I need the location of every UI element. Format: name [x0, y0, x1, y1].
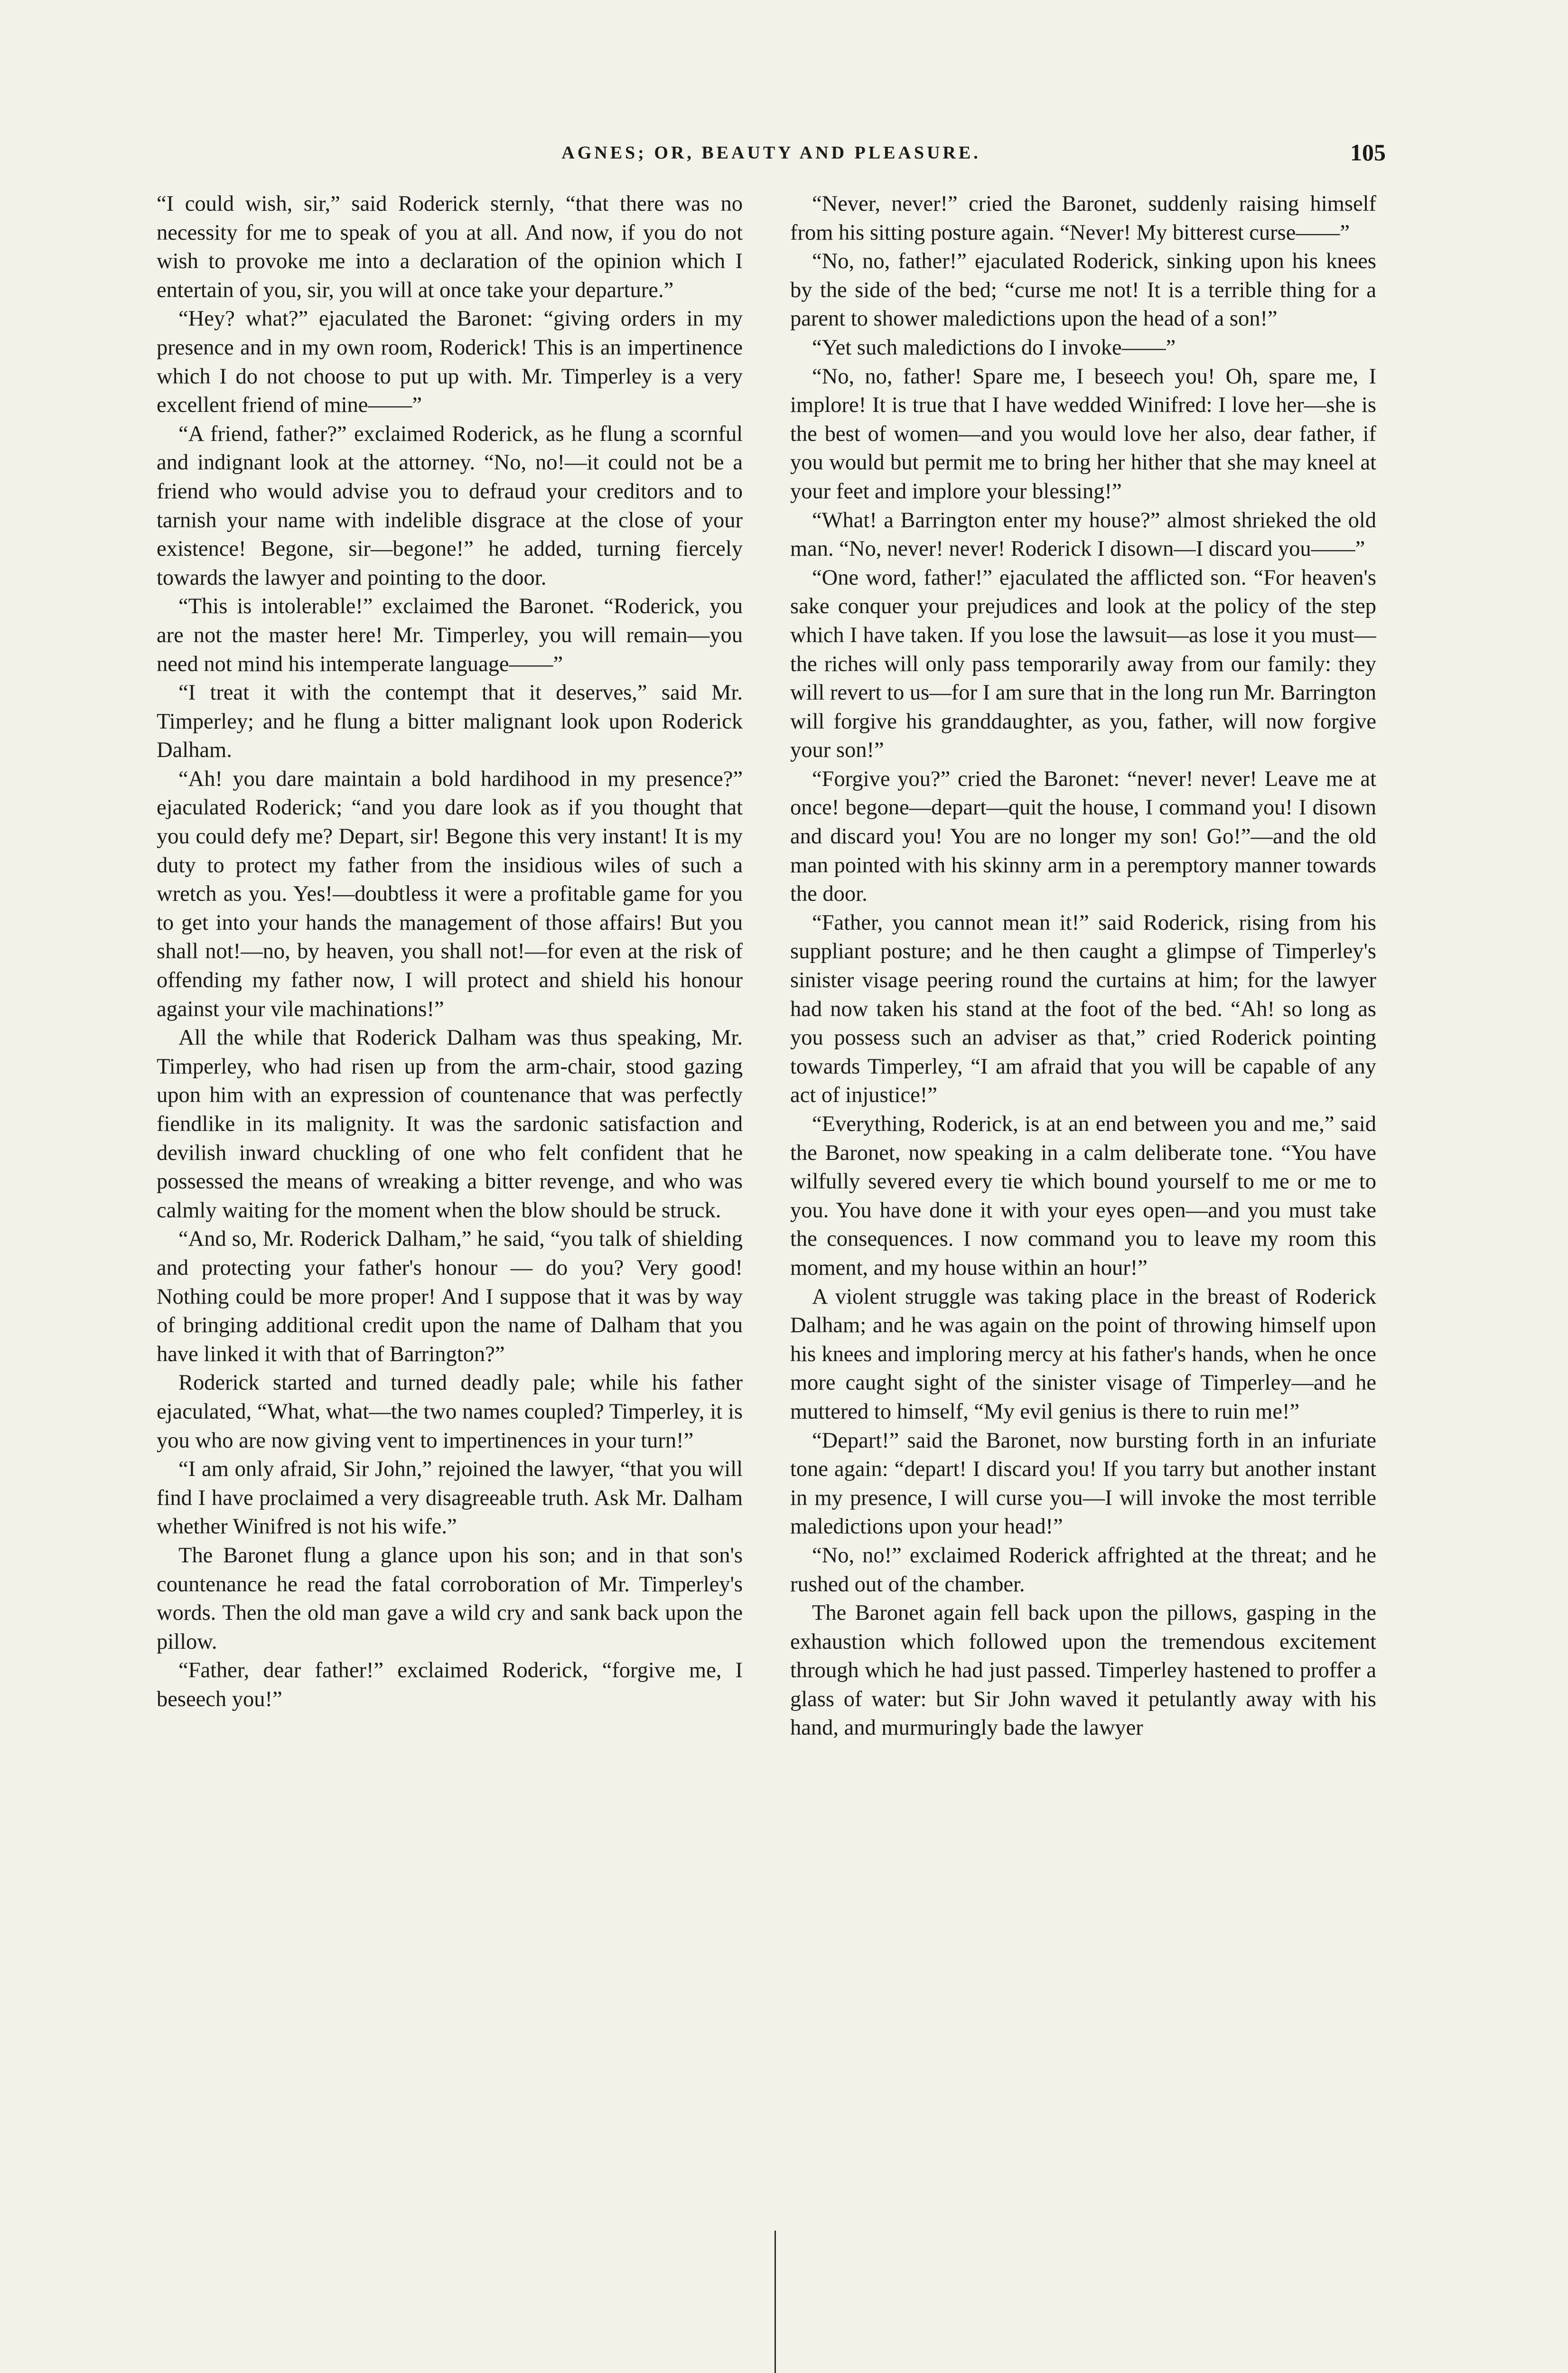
paragraph: “No, no!” exclaimed Roderick affrighted at the threat; and he rushed out of the chamber.: [790, 1543, 1376, 1597]
paragraph: “Everything, Roderick, is at an end between you and me,” said the Baronet, now speaking in a calm deliberate tone. “You have wilfully severed every tie which bound yourself to me or me to you. You have done it with your eyes open—and you must take the consequences. I now command you to leave my room this moment, and my house within an hour!”: [790, 1112, 1376, 1280]
paragraph: The Baronet flung a glance upon his son; and in that son's countenance he read the fatal corroboration of Mr. Timperley's words. Then the old man gave a wild cry and sank back upon the pillow.: [157, 1543, 743, 1654]
paragraph: “Hey? what?” ejaculated the Baronet: “giving orders in my presence and in my own room, Roderick! This is an impertinence which I do not choose to put up with. Mr. Timperley is a very excellent friend of mine——”: [157, 307, 743, 418]
paragraph: “This is intolerable!” exclaimed the Baronet. “Roderick, you are not the master here! Mr. Timperley, you will remain—you need not mind his intemperate language——”: [157, 594, 743, 676]
paragraph: “Father, you cannot mean it!” said Roderick, rising from his suppliant posture; and he then caught a glimpse of Timperley's sinister visage peering round the curtains at him; for the lawyer had now taken his stand at the foot of the bed. “Ah! so long as you possess such an adviser as that,” cried Roderick pointing towards Timperley, “I am afraid that you will be capable of any act of injustice!”: [790, 910, 1376, 1108]
running-title: AGNES; OR, BEAUTY AND PLEASURE.: [561, 143, 981, 163]
paragraph: “One word, father!” ejaculated the afflicted son. “For heaven's sake conquer your prejudices and look at the policy of the step which I have taken. If you lose the lawsuit—as lose it you must—the riches will only pass temporarily away from our family: they will revert to us—for I am sure that in the long run Mr. Barrington will forgive his granddaughter, as you, father, will now forgive your son!”: [790, 565, 1376, 763]
paragraph: “Depart!” said the Baronet, now bursting forth in an infuriate tone again: “depart! I discard you! If you tarry but another instant in my presence, I will curse you—I will invoke the most terrible maledictions upon your head!”: [790, 1428, 1376, 1539]
paragraph: The Baronet again fell back upon the pillows, gasping in the exhaustion which followed upon the tremendous excitement through which he had just passed. Timperley hastened to proffer a glass of water: but Sir John waved it petulantly away with his hand, and murmuringly bade the lawyer: [790, 1601, 1376, 1740]
running-head: [157, 139, 1386, 176]
paragraph: “Father, dear father!” exclaimed Roderick, “forgive me, I beseech you!”: [157, 1658, 743, 1711]
page-number: 105: [1350, 139, 1386, 166]
right-column: [790, 190, 1376, 2373]
paragraph: “I am only afraid, Sir John,” rejoined the lawyer, “that you will find I have proclaimed a very disagreeable truth. Ask Mr. Dalham whether Winifred is not his wife.”: [157, 1457, 743, 1539]
paragraph: “Never, never!” cried the Baronet, suddenly raising himself from his sitting posture again. “Never! My bitterest curse——”: [790, 192, 1376, 245]
paragraph: A violent struggle was taking place in the breast of Roderick Dalham; and he was again on the point of throwing himself upon his knees and imploring mercy at his father's hands, when he once more caught sight of the sinister visage of Timperley—and he muttered to himself, “My evil genius is there to ruin me!”: [790, 1284, 1376, 1424]
paragraph: “What! a Barrington enter my house?” almost shrieked the old man. “No, never! never! Roderick I disown—I discard you——”: [790, 508, 1376, 561]
paragraph: “I could wish, sir,” said Roderick sternly, “that there was no necessity for me to speak of you at all. And now, if you do not wish to provoke me into a declaration of the opinion which I entertain of you, sir, you will at once take your departure.”: [157, 192, 743, 302]
paragraph: “And so, Mr. Roderick Dalham,” he said, “you talk of shielding and protecting your father's honour — do you? Very good! Nothing could be more proper! And I suppose that it was by way of bringing additional credit upon the name of Dalham that you have linked it with that of Barrington?”: [157, 1227, 743, 1366]
paragraph: Roderick started and turned deadly pale; while his father ejaculated, “What, what—the two names coupled? Timperley, it is you who are now giving vent to impertinences in your turn!”: [157, 1371, 743, 1453]
paragraph: “Ah! you dare maintain a bold hardihood in my presence?” ejaculated Roderick; “and you dare look as if you thought that you could defy me? Depart, sir! Begone this very instant! It is my duty to protect my father from the insidious wiles of such a wretch as you. Yes!—doubtless it were a profitable game for you to get into your hands the management of those affairs! But you shall not!—no, by heaven, you shall not!—for even at the risk of offending my father now, I will protect and shield his honour against your vile machinations!”: [157, 766, 743, 1021]
paragraph: “I treat it with the contempt that it deserves,” said Mr. Timperley; and he flung a bitter malignant look upon Roderick Dalham.: [157, 681, 743, 763]
column-divider: [775, 2231, 776, 2373]
left-column: [157, 190, 743, 2373]
paragraph: All the while that Roderick Dalham was thus speaking, Mr. Timperley, who had risen up from the arm-chair, stood gazing upon him with an expression of countenance that was perfectly fiendlike in its malignity. It was the sardonic satisfaction and devilish inward chuckling of one who felt confident that he possessed the means of wreaking a bitter revenge, and who was calmly waiting for the moment when the blow should be struck.: [157, 1026, 743, 1223]
paragraph: “Yet such maledictions do I invoke——”: [812, 335, 1176, 360]
paragraph: “Forgive you?” cried the Baronet: “never! never! Leave me at once! begone—depart—quit the house, I command you! I disown and discard you! You are no longer my son! Go!”—and the old man pointed with his skinny arm in a peremptory manner towards the door.: [790, 766, 1376, 906]
paragraph: “No, no, father!” ejaculated Roderick, sinking upon his knees by the side of the bed; “curse me not! It is a terrible thing for a parent to shower maledictions upon the head of a son!”: [790, 249, 1376, 331]
paragraph: “No, no, father! Spare me, I beseech you! Oh, spare me, I implore! It is true that I have wedded Winifred: I love her—she is the best of women—and you would love her also, dear father, if you would but permit me to bring her hither that she may kneel at your feet and implore your blessing!”: [790, 364, 1376, 504]
paragraph: “A friend, father?” exclaimed Roderick, as he flung a scornful and indignant look at the attorney. “No, no!—it could not be a friend who would advise you to defraud your creditors and to tarnish your name with indelible disgrace at the close of your existence! Begone, sir—begone!” he added, turning fiercely towards the lawyer and pointing to the door.: [157, 421, 743, 590]
